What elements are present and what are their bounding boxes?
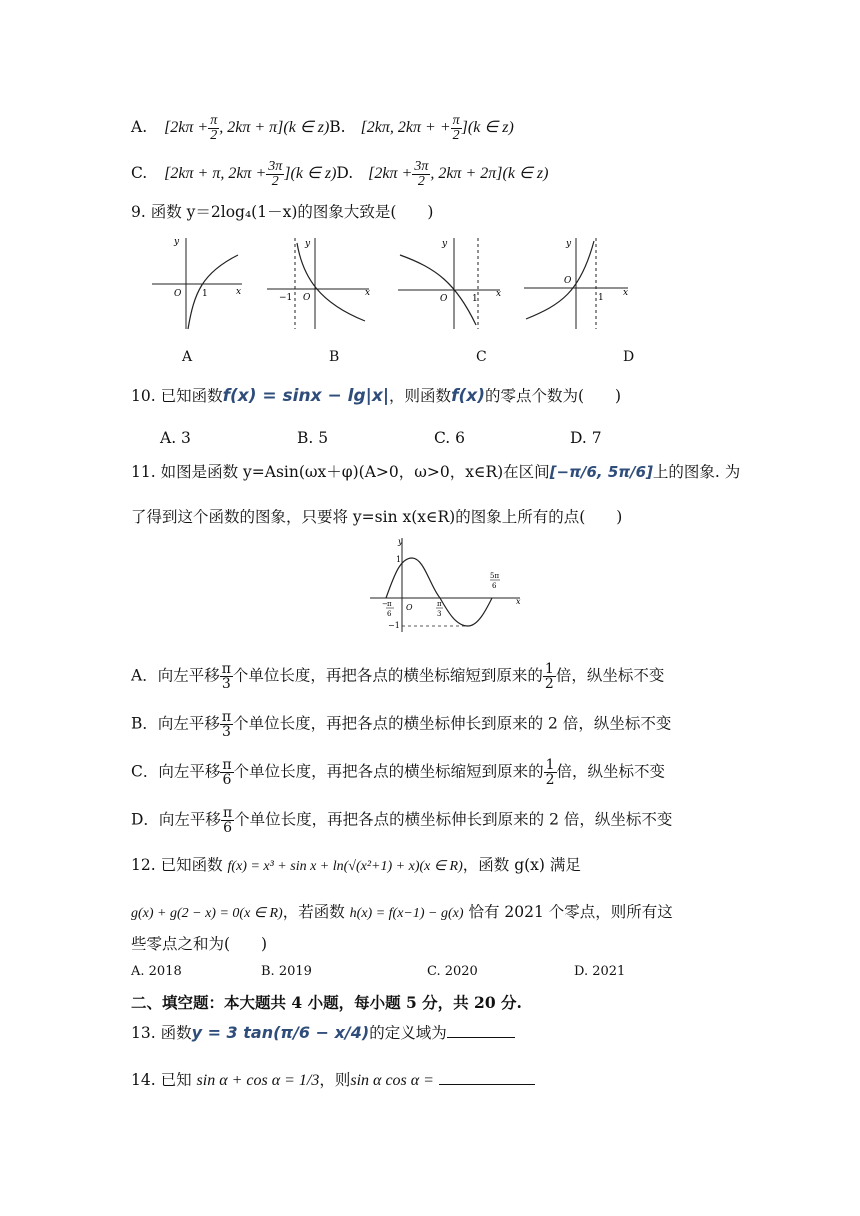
q12-option-b: B. 2019 xyxy=(261,964,312,979)
q11-sine-graph xyxy=(368,536,528,636)
q12-option-a: A. 2018 xyxy=(131,964,182,979)
q8-option-b: [2kπ, 2kπ + + $\frac{\pi}{2}$ ](k ∈ z) xyxy=(360,113,514,143)
q9-label-c: C xyxy=(476,349,487,365)
svg-text:O: O xyxy=(406,603,413,612)
section-2-heading: 二、填空题：本大题共 4 小题，每小题 5 分，共 20 分. xyxy=(131,993,522,1012)
svg-text:−1: −1 xyxy=(279,293,293,303)
q11-option-a: A．向左平移 $\frac{\pi}{3}$ 个单位长度，再把各点的横坐标缩短到原来的 $\frac{1}{2}$ 倍，纵坐标不变 xyxy=(131,661,665,692)
q11-option-d-pre: D．向左平移 xyxy=(131,810,221,829)
q11-option-a-pre: A．向左平移 xyxy=(131,666,220,685)
q8-option-b-label: B. xyxy=(329,118,346,137)
q12-function-f: f(x) = x³ + sin x + ln(√(x²+1) + x)(x ∈ R) xyxy=(227,859,463,874)
svg-text:π: π xyxy=(387,600,392,608)
q10-stem-post: 的零点个数为( ) xyxy=(484,387,622,405)
q9-label-b: B xyxy=(329,349,340,365)
q11-option-b: B．向左平移 $\frac{\pi}{3}$ 个单位长度，再把各点的横坐标伸长到原来的 2 倍，纵坐标不变 xyxy=(131,709,672,740)
q11-stem-post: 上的图象. 为 xyxy=(652,463,741,481)
q10-function: f(x) = sinx − lg|x| xyxy=(222,386,390,406)
q10-stem-pre: 10. 已知函数 xyxy=(131,387,223,405)
q12-function-h: h(x) = f(x−1) − g(x) xyxy=(349,906,464,921)
q8-option-a: [2kπ + $\frac{\pi}{2}$ , 2kπ + π](k ∈ z) xyxy=(164,113,330,143)
q10-options xyxy=(160,428,602,448)
q13-function: y = 3 tan(π/6 − x/4) xyxy=(191,1023,370,1042)
q8-options-row-2 xyxy=(131,160,548,189)
q12-option-d: D. 2021 xyxy=(574,964,626,979)
q9-label-a: A xyxy=(182,349,193,365)
svg-text:−1: −1 xyxy=(388,621,400,630)
svg-text:O: O xyxy=(440,294,448,304)
q10-function-2: f(x) xyxy=(451,386,485,406)
svg-text:x: x xyxy=(236,287,242,297)
q8-options-row-1 xyxy=(131,114,514,143)
svg-text:O: O xyxy=(174,289,182,299)
q12-option-c: C. 2020 xyxy=(427,964,478,979)
svg-text:y: y xyxy=(566,239,572,249)
q10-option-c: C. 6 xyxy=(434,429,466,447)
svg-text:1: 1 xyxy=(472,294,478,304)
q11-stem-line-1 xyxy=(131,462,740,482)
q14-expression: sin α cos α = xyxy=(350,1072,434,1089)
q11-option-c: C．向左平移 $\frac{\pi}{6}$ 个单位长度，再把各点的横坐标缩短到原来的 $\frac{1}{2}$ 倍，纵坐标不变 xyxy=(131,757,666,788)
svg-text:y: y xyxy=(174,237,180,247)
svg-text:O: O xyxy=(564,276,572,286)
q12-line2-mid: ，若函数 xyxy=(282,903,345,921)
q13-post: 的定义域为 xyxy=(369,1024,447,1042)
q13-pre: 13. 函数 xyxy=(131,1024,192,1042)
q11-stem-text: 11. 如图是函数 y=Asin(ωx＋φ)(A>0，ω>0，x∈R)在区间 xyxy=(131,463,550,481)
svg-text:y: y xyxy=(305,239,311,249)
q12-line1-post: ，函数 g(x) 满足 xyxy=(462,856,581,874)
q12-line-2 xyxy=(131,902,673,924)
q12-line-3: 些零点之和为( ) xyxy=(131,935,268,953)
q8-option-d: [2kπ + $\frac{3\pi}{2}$ , 2kπ + 2π](k ∈ z) xyxy=(368,159,549,189)
q10-option-d: D. 7 xyxy=(570,429,602,447)
svg-text:y: y xyxy=(442,239,448,249)
q9-graph-b xyxy=(265,233,375,333)
q14-equation: sin α + cos α = 1/3 xyxy=(196,1072,320,1089)
svg-text:−: − xyxy=(382,600,388,608)
q9-stem: 9. 函数 y＝2log₄(1－x)的图象大致是( ) xyxy=(131,203,434,221)
q8-option-d-label: D. xyxy=(336,164,354,183)
svg-text:5π: 5π xyxy=(490,572,500,580)
q11-option-c-tail: 倍，纵坐标不变 xyxy=(556,762,666,781)
q9-graph-a xyxy=(150,233,250,333)
q13 xyxy=(131,1023,515,1043)
svg-text:x: x xyxy=(365,288,371,298)
q8-option-a-label: A. xyxy=(131,118,148,137)
q12-function-g: g(x) + g(2 − x) = 0(x ∈ R) xyxy=(131,906,283,921)
q11-option-c-pre: C．向左平移 xyxy=(131,762,221,781)
svg-text:O: O xyxy=(303,293,311,303)
q12-line-1 xyxy=(131,855,581,877)
q14-pre: 14. 已知 xyxy=(131,1071,192,1089)
q11-option-d: D．向左平移 $\frac{\pi}{6}$ 个单位长度，再把各点的横坐标伸长到原来的 2 倍，纵坐标不变 xyxy=(131,805,673,836)
q10-stem xyxy=(131,386,621,406)
q14 xyxy=(131,1070,535,1091)
svg-text:6: 6 xyxy=(387,610,392,618)
q9-label-d: D xyxy=(623,349,635,365)
svg-text:1: 1 xyxy=(202,289,208,299)
q14-answer-blank[interactable] xyxy=(439,1084,535,1085)
q11-option-b-post: 个单位长度，再把各点的横坐标伸长到原来的 2 倍，纵坐标不变 xyxy=(233,714,672,733)
q13-answer-blank[interactable] xyxy=(447,1037,515,1038)
svg-text:1: 1 xyxy=(396,555,402,564)
q12-options xyxy=(131,962,625,982)
q11-option-d-post: 个单位长度，再把各点的横坐标伸长到原来的 2 倍，纵坐标不变 xyxy=(234,810,673,829)
svg-text:π: π xyxy=(437,600,442,608)
q11-interval: [−π/6, 5π/6] xyxy=(549,463,653,481)
q9-graph-c xyxy=(396,233,506,333)
svg-text:x: x xyxy=(623,288,629,298)
q11-stem-line-2: 了得到这个函数的图象，只要将 y=sin x(x∈R)的图象上所有的点( ) xyxy=(131,508,623,526)
q11-option-b-pre: B．向左平移 xyxy=(131,714,220,733)
q10-stem-mid: ，则函数 xyxy=(389,387,452,405)
q8-option-c-label: C. xyxy=(131,164,148,183)
q9-graph-d xyxy=(520,233,630,333)
svg-text:1: 1 xyxy=(598,293,604,303)
svg-text:x: x xyxy=(516,597,521,606)
svg-text:x: x xyxy=(496,289,502,299)
svg-text:6: 6 xyxy=(492,582,497,590)
q11-option-a-post: 个单位长度，再把各点的横坐标缩短到原来的 xyxy=(232,666,543,685)
q11-option-c-post: 个单位长度，再把各点的横坐标缩短到原来的 xyxy=(233,762,544,781)
svg-text:y: y xyxy=(398,537,403,546)
q10-option-a: A. 3 xyxy=(160,429,191,447)
svg-text:3: 3 xyxy=(437,610,442,618)
q14-post: ，则 xyxy=(319,1071,351,1089)
q12-line1-pre: 12. 已知函数 xyxy=(131,856,223,874)
q8-option-c: [2kπ + π, 2kπ + $\frac{3\pi}{2}$ ](k ∈ z) xyxy=(164,159,337,189)
q11-option-a-tail: 倍，纵坐标不变 xyxy=(555,666,665,685)
q10-option-b: B. 5 xyxy=(297,429,329,447)
q12-line2-post: 恰有 2021 个零点，则所有这 xyxy=(468,903,673,921)
